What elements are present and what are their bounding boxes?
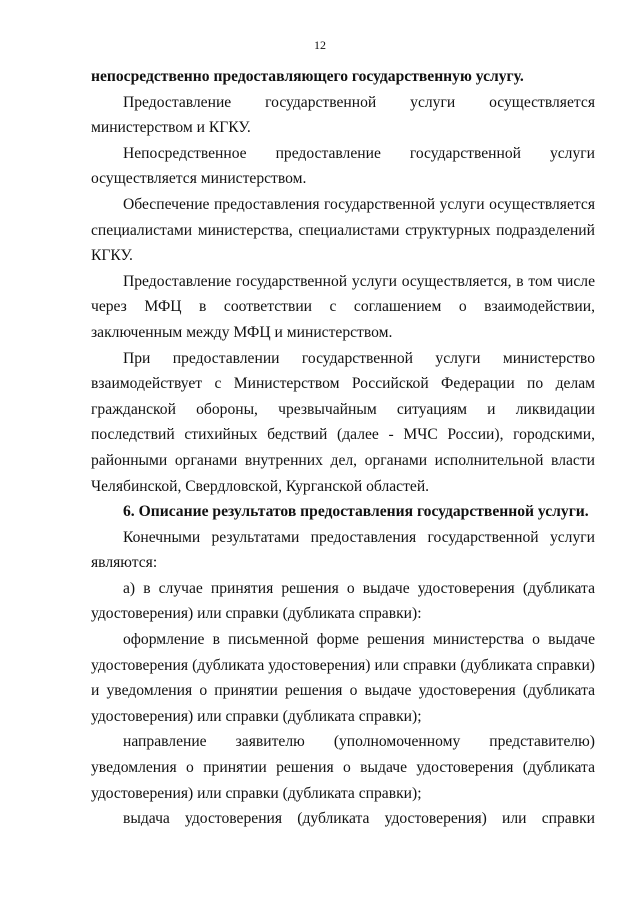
paragraph-interaction: При предоставлении государственной услуги министерство взаимодействует с Министерством Российской Федерации по делам гражданской обороны, чрезвычайным ситуациям и ликвидации последствий стихийных бедствий (далее - МЧС России), городскими, районными органами внутренних дел, органами исполнительной власти Челябинской, Свердловской, Курганской областей. xyxy=(91,349,595,495)
paragraph-issuance: выдача удостоверения (дубликата удостоверения) или справки xyxy=(123,810,595,828)
paragraph-final-results: Конечными результатами предоставления государственной услуги являются: xyxy=(91,528,595,572)
paragraph-notification: направление заявителю (уполномоченному представителю) уведомления о принятии решения о выдаче удостоверения (дубликата удостоверения) или справки (дубликата справки); xyxy=(91,733,595,802)
section-continuation-line: непосредственно предоставляющего государственную услугу. xyxy=(91,68,524,85)
paragraph-mfc: Предоставление государственной услуги осуществляется, в том числе через МФЦ в соответствии с соглашением о взаимодействии, заключенным между МФЦ и министерством. xyxy=(91,272,595,341)
document-body xyxy=(91,64,595,832)
paragraph-provision-support: Обеспечение предоставления государственной услуги осуществляется специалистами министерства, специалистами структурных подразделений КГКУ. xyxy=(91,195,595,265)
paragraph-direct-provision: Непосредственное предоставление государственной услуги осуществляется министерством. xyxy=(91,144,595,188)
paragraph-written-decision: оформление в письменной форме решения министерства о выдаче удостоверения (дубликата удостоверения) или справки (дубликата справки) и уведомления о принятии решения о выдаче удостоверения (дубликата удостоверения) или справки (дубликата справки); xyxy=(91,631,595,725)
section-heading-results: 6. Описание результатов предоставления государственной услуги. xyxy=(123,503,589,521)
paragraph-case-a: а) в случае принятия решения о выдаче удостоверения (дубликата удостоверения) или справки (дубликата справки): xyxy=(91,579,595,623)
page-number: 12 xyxy=(314,38,326,52)
paragraph-provider: Предоставление государственной услуги осуществляется министерством и КГКУ. xyxy=(91,93,595,137)
